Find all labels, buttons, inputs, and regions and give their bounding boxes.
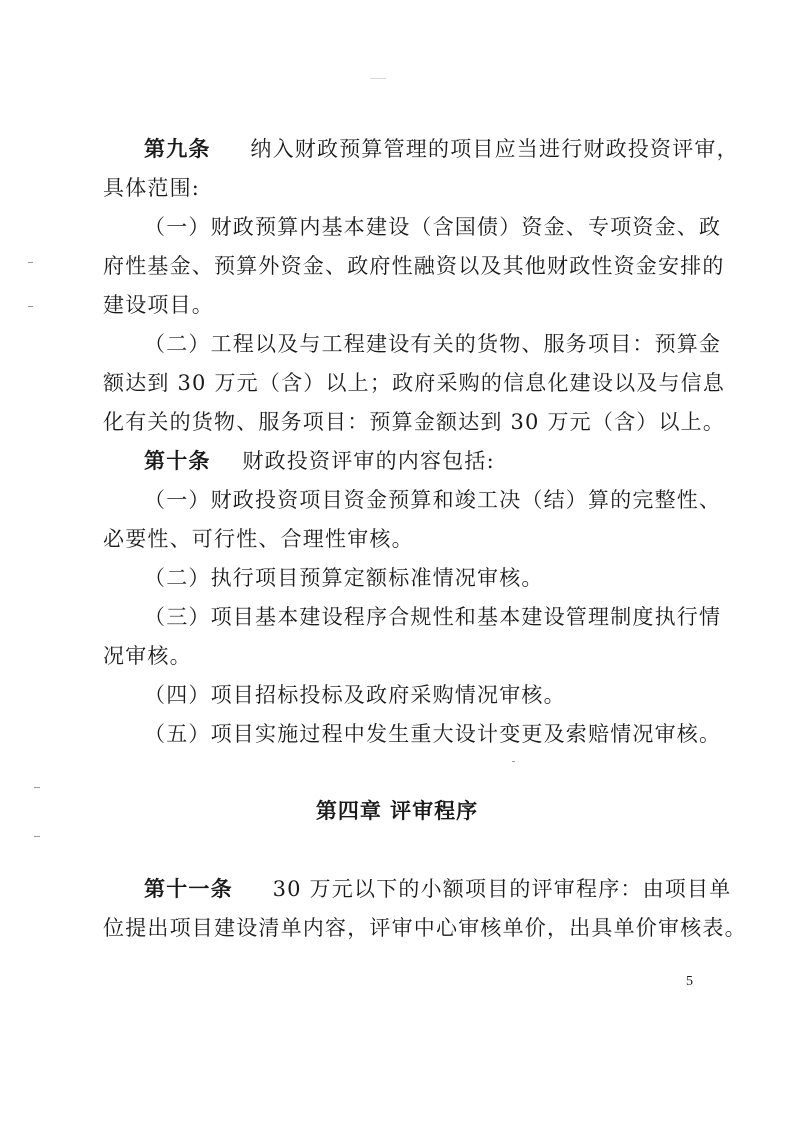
- article-9-item-1-line-1: （一）财政预算内基本建设（含国债）资金、专项资金、政: [144, 215, 722, 239]
- article-10-item-3-line-2: 况审核。: [103, 644, 192, 668]
- article-9-item-2-line-1: （二）工程以及与工程建设有关的货物、服务项目：预算金: [144, 332, 722, 356]
- article-10-heading: 第十条: [144, 448, 211, 473]
- article-10-item-5: （五）项目实施过程中发生重大设计变更及索赔情况审核。: [144, 722, 722, 746]
- scan-speck: [34, 787, 40, 788]
- chapter-4-title: 第四章 评审程序: [315, 798, 479, 823]
- article-11-heading: 第十一条: [144, 876, 233, 901]
- scan-speck: [28, 306, 33, 307]
- article-10-text: 财政投资评审的内容包括:: [242, 449, 495, 473]
- article-9-text: 纳入财政预算管理的项目应当进行财政投资评审，: [250, 137, 739, 161]
- article-11-line-2: 位提出项目建设清单内容，评审中心审核单价，出具单价审核表。: [103, 916, 747, 940]
- article-9-first-line: [144, 134, 739, 164]
- article-10-first-line: [144, 446, 495, 476]
- article-11-text: 30 万元以下的小额项目的评审程序：由项目单: [272, 877, 732, 901]
- article-9-line-2: 具体范围:: [103, 176, 201, 200]
- article-9-item-2-line-3: 化有关的货物、服务项目：预算金额达到 30 万元（含）以上。: [103, 410, 726, 434]
- article-9-item-1-line-2: 府性基金、预算外资金、政府性融资以及其他财政性资金安排的: [103, 254, 725, 278]
- scan-speck: [34, 836, 40, 837]
- scan-speck: [28, 262, 33, 263]
- scan-speck: [512, 761, 515, 762]
- page-number: 5: [686, 974, 693, 989]
- article-9-item-1-line-3: 建设项目。: [103, 293, 214, 317]
- article-10-item-2: （二）执行项目预算定额标准情况审核。: [144, 566, 544, 590]
- scan-speck: [370, 78, 386, 79]
- article-10-item-1-line-2: 必要性、可行性、合理性审核。: [103, 527, 414, 551]
- article-10-item-3-line-1: （三）项目基本建设程序合规性和基本建设管理制度执行情: [144, 605, 722, 629]
- article-9-item-2-line-2: 额达到 30 万元（含）以上；政府采购的信息化建设以及与信息: [103, 371, 726, 395]
- article-9-heading: 第九条: [144, 136, 211, 161]
- article-11-first-line: [144, 874, 731, 904]
- article-10-item-4: （四）项目招标投标及政府采购情况审核。: [144, 683, 566, 707]
- article-10-item-1-line-1: （一）财政投资项目资金预算和竣工决（结）算的完整性、: [144, 488, 722, 512]
